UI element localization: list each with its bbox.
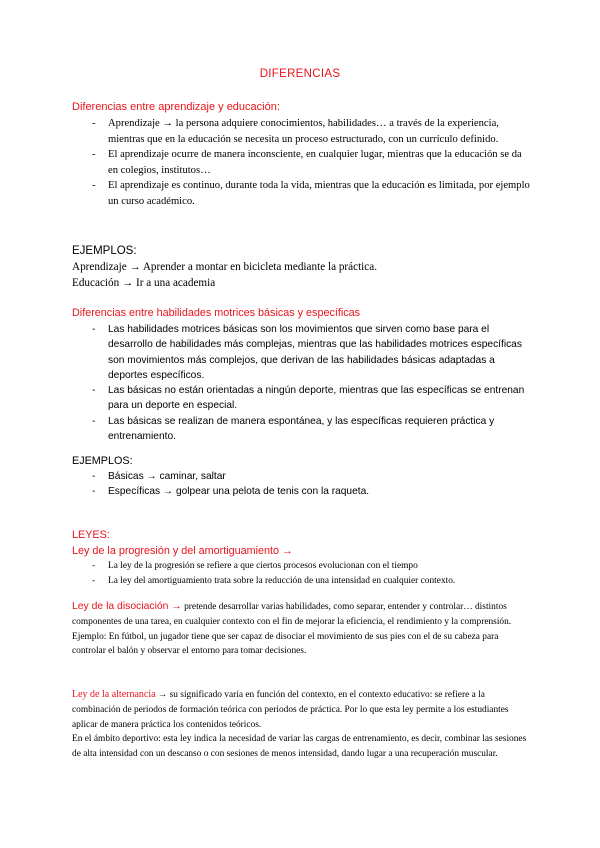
examples-heading: EJEMPLOS: [72, 455, 133, 467]
bullet-list [72, 322, 534, 444]
examples-heading: EJEMPLOS: [72, 245, 137, 257]
list-item: - El aprendizaje ocurre de manera inconsciente, en cualquier lugar, mientras que la educación se da en colegios, institutos… [72, 147, 534, 178]
page-title: DIFERENCIAS [259, 68, 341, 80]
bullet-list [72, 469, 534, 500]
law-text: pretende desarrollar varias habilidades, como separar, entender y controlar… distintos componentes de una tarea, en cualquier contexto con el fin de mejorar la eficiencia, el rendimiento y la comprensión. [72, 602, 512, 627]
section-heading: LEYES: [72, 529, 110, 541]
list-item: - Las básicas se realizan de manera espontánea, y las específicas requieren práctica y entrenamiento. [72, 414, 534, 445]
section-aprendizaje-educacion [72, 100, 534, 210]
law-example: Ejemplo: En fútbol, un jugador tiene que ser capaz de disociar el movimiento de sus pies con el de su cabeza para controlar el balón y observar el entorno para tomar decisiones. [72, 631, 499, 657]
list-item: - El aprendizaje es continuo, durante toda la vida, mientras que la educación es limitada, por ejemplo un curso académico. [72, 178, 534, 209]
law-disociacion [72, 600, 534, 659]
law-paragraph: En el ámbito deportivo: esta ley indica la necesidad de variar las cargas de entrenamiento, es decir, combinar las sesiones de alta intensidad con un descanso o con sesiones de menos intensidad, dando lugar a una recuperación muscular. [72, 734, 527, 760]
list-item: - Aprendizaje → la persona adquiere conocimientos, habilidades… a través de la experiencia, mientras que en la educación se necesita un proceso estructurado, con un currículo definido. [72, 116, 534, 147]
list-item: - Las habilidades motrices básicas son los movimientos que sirven como base para el desarrollo de habilidades más complejas, mientras que las habilidades motrices específicas son movimientos más complejos, que derivan de las habilidades básicas adaptadas a deportes específicos. [72, 322, 534, 383]
section-leyes [72, 528, 534, 589]
list-item: - Específicas → golpear una pelota de tenis con la raqueta. [72, 484, 534, 499]
law-title: Ley de la progresión y del amortiguamiento → [72, 545, 293, 557]
law-title: Ley de la disociación → [72, 601, 182, 612]
bullet-list [72, 116, 534, 210]
law-title: Ley de la alternancia [72, 689, 156, 700]
section-heading: Diferencias entre habilidades motrices básicas y específicas [72, 307, 361, 319]
list-item: - Básicas → caminar, saltar [72, 469, 534, 484]
example-line: Aprendizaje → Aprender a montar en bicicleta mediante la práctica. [72, 261, 378, 273]
law-alternancia [72, 688, 534, 762]
section-habilidades-motrices [72, 306, 534, 444]
list-item: - La ley de la progresión se refiere a que ciertos procesos evolucionan con el tiempo [72, 559, 534, 574]
examples-block-2 [72, 454, 534, 500]
examples-block-1 [72, 244, 534, 291]
law-paragraph [72, 688, 534, 732]
list-item: - Las básicas no están orientadas a ningún deporte, mientras que las específicas se entrenan para un deporte en especial. [72, 383, 534, 414]
law-paragraph [72, 600, 534, 630]
example-line: Educación → Ir a una academia [72, 277, 216, 289]
list-item: - La ley del amortiguamiento trata sobre la reducción de una intensidad en cualquier contexto. [72, 574, 534, 589]
law-text: → su significado varía en función del contexto, en el contexto educativo: se refiere a la combinación de periodos de formación teórica con periodos de práctica. Por lo que esta ley permite a los estudiantes aplicar de manera práctica los contenidos teóricos. [72, 690, 509, 730]
bullet-list [72, 559, 534, 589]
section-heading: Diferencias entre aprendizaje y educación: [72, 101, 280, 113]
